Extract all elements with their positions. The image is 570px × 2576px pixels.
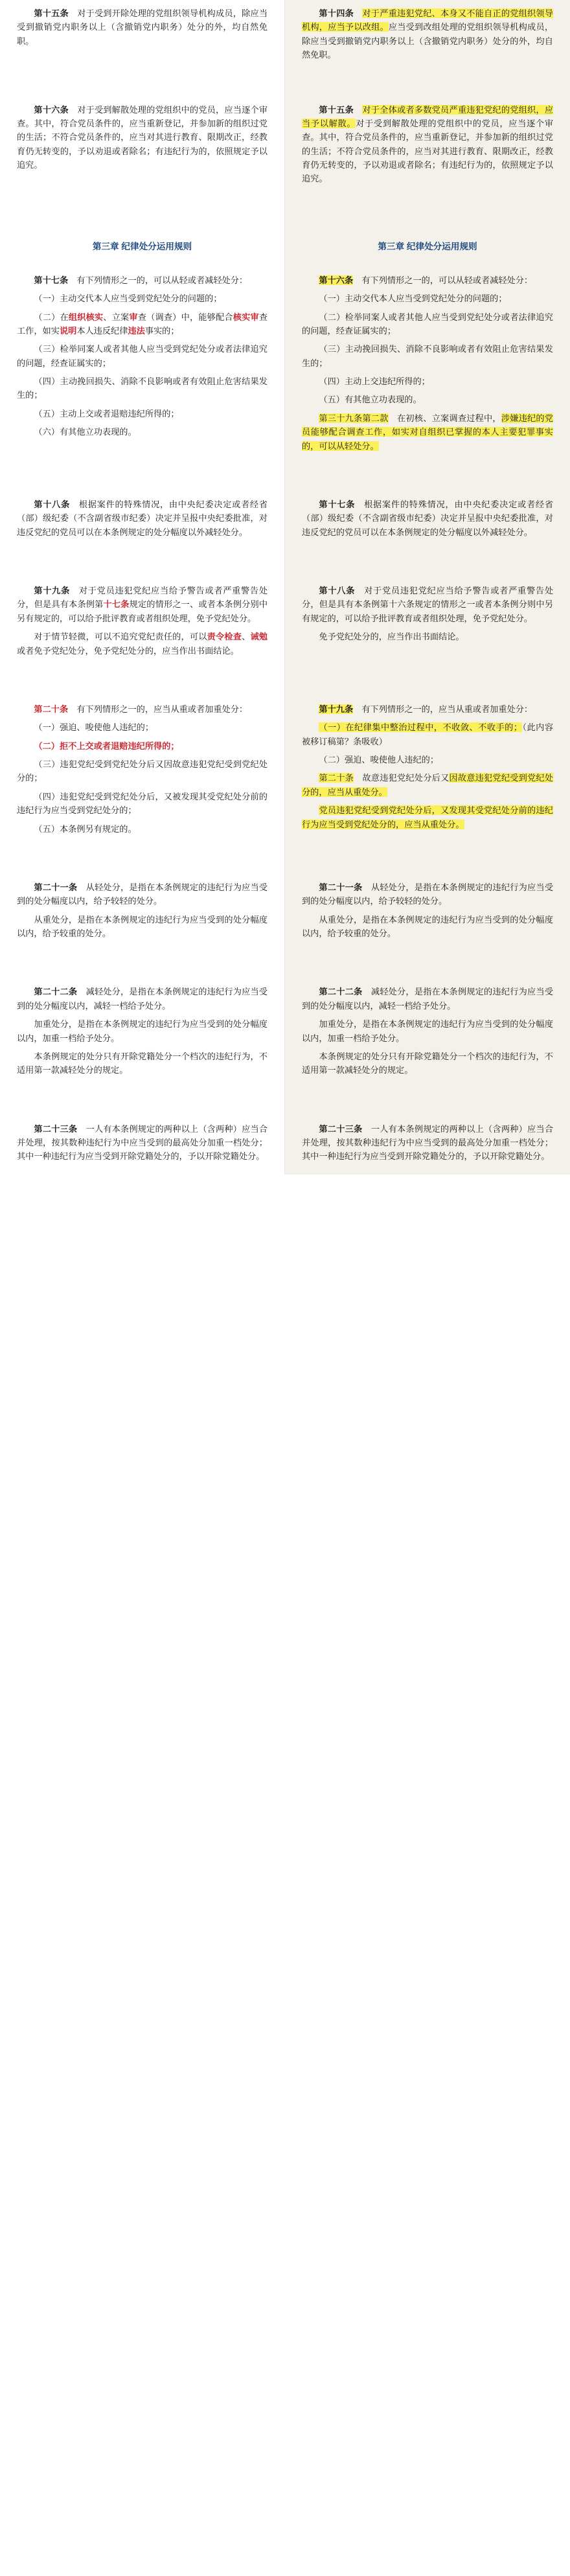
gap-right xyxy=(285,197,570,224)
comparison-row xyxy=(0,491,570,550)
old-version-cell xyxy=(0,97,285,197)
comparison-row xyxy=(0,97,570,197)
comparison-row xyxy=(0,267,570,464)
gap-left xyxy=(0,1088,285,1116)
gap-left xyxy=(0,669,285,696)
article-item: （一）主动交代本人应当受到党纪处分的问题的； xyxy=(319,293,507,304)
gap-right xyxy=(285,669,570,696)
article-item: （五）本条例另有规定的。 xyxy=(34,823,137,834)
article-paragraph xyxy=(302,498,553,539)
article-item: （一）在纪律集中整治过程中，不收敛、不收手的；（此内容被移订稿第？条吸收） xyxy=(302,722,554,746)
article-item: （四）主动上交违纪所得的； xyxy=(319,376,430,387)
article-text: 对于受到开除处理的党组织领导机构成员，除应当受到撤销党内职务以上（含撤销党内职务）处分的外，均自然免职。 xyxy=(17,8,268,46)
article-paragraph: 免予党纪处分的，应当作出书面结论。 xyxy=(319,632,464,642)
article-paragraph xyxy=(302,103,553,186)
gap-right xyxy=(285,951,570,978)
gap-right xyxy=(285,1088,570,1116)
revised-text-highlight: 对于全体或者多数党员严重违犯党纪的党组织，应当予以解散。 xyxy=(302,104,554,128)
row-gap xyxy=(0,464,570,491)
article-item: （二）在组织核实、立案审查（调查）中，能够配合核实审查工作，如实说明本人违反纪律违法事实的； xyxy=(17,312,268,336)
gap-right xyxy=(285,550,570,577)
article-item: （二）拒不上交或者退赔违纪所得的； xyxy=(34,741,179,751)
article-number: 第十八条 xyxy=(34,499,70,509)
article-item: （三）检举同案人或者其他人应当受到党纪处分或者法律追究的问题，经查证属实的； xyxy=(17,344,268,368)
row-gap xyxy=(0,1088,570,1116)
gap-left xyxy=(0,951,285,978)
old-version-cell xyxy=(0,577,285,669)
article-item: （五）主动上交或者退赔违纪所得的； xyxy=(34,408,179,419)
article-number: 第二十二条 xyxy=(319,987,363,997)
article-text: 减轻处分，是指在本条例规定的违纪行为应当受到的处分幅度以内，减轻一档给予处分。 xyxy=(302,987,554,1011)
article-item: （二）检举同案人或者其他人应当受到党纪处分或者法律追究的问题，经查证属实的； xyxy=(302,312,553,336)
revision-emphasis: 组织核实 xyxy=(68,312,104,322)
article-text: 对于党员违犯党纪应当给予警告或者严重警告处分，但是具有本条例第十六条规定的情形之一或者本条例分则中另有规定的，可以给予批评教育或者组织处理，免予党纪处分。 xyxy=(302,586,554,623)
revised-text-highlight: 第三十九条第二款 xyxy=(319,413,389,423)
new-version-cell xyxy=(285,97,570,197)
article-paragraph: 第二十条 故意违犯党纪处分后又因故意违犯党纪受到党纪处分的，应当从重处分。 xyxy=(302,773,554,797)
old-version-cell xyxy=(0,978,285,1088)
gap-left xyxy=(0,197,285,224)
article-paragraph xyxy=(17,273,268,287)
gap-left xyxy=(0,847,285,874)
article-number: 第十九条 xyxy=(34,586,70,596)
article-item: （五）有其他立功表现的。 xyxy=(319,395,422,405)
revision-emphasis: 核实审 xyxy=(233,312,259,322)
comparison-row xyxy=(0,874,570,952)
revised-text-highlight: 涉嫌违纪的党员能够配合调查工作，如实对自组织已掌握的本人主要犯罪事实的， xyxy=(302,413,554,451)
gap-left xyxy=(0,464,285,491)
comparison-row xyxy=(0,696,570,847)
article-text: 减轻处分，是指在本条例规定的违纪行为应当受到的处分幅度以内，减轻一档给予处分。 xyxy=(17,987,268,1011)
article-paragraph: 第十九条 对于党员违犯党纪应当给予警告或者严重警告处分，但是具有本条例第十七条规定的情形之一、或者本条例分别中另有规定的，可以给予批评教育或者组织处理，免予党纪处分。 xyxy=(17,586,268,623)
article-text: 对于受到解散处理的党组织中的党员，应当逐个审查。其中，符合党员条件的，应当重新登记，并参加新的组织过党的生活；不符合党员条件的，应当对其进行教育、限期改正，经教育仍无转变的，予以劝退或者除名；有违纪行为的，依照规定予以追究。 xyxy=(17,104,268,170)
article-number: 第十八条 xyxy=(319,586,356,596)
old-version-cell xyxy=(0,224,285,267)
article-text: 有下列情形之一的，应当从重或者加重处分： xyxy=(76,704,248,714)
article-paragraph: 第三十九条第二款 在初核、立案调查过程中，涉嫌违纪的党员能够配合调查工作，如实对自组织已掌握的本人主要犯罪事实的，可以从轻处分。 xyxy=(302,413,554,451)
article-paragraph xyxy=(302,702,553,716)
article-text: 有下列情形之一的，可以从轻或者减轻处分： xyxy=(361,275,533,285)
article-number: 第二十二条 xyxy=(34,987,78,997)
chapter-row xyxy=(0,224,570,267)
article-paragraph xyxy=(302,273,553,287)
new-version-cell xyxy=(285,1116,570,1175)
article-paragraph: 本条例规定的处分只有开除党籍处分一个档次的违纪行为，不适用第一款减轻处分的规定。 xyxy=(302,1051,553,1075)
article-paragraph xyxy=(17,103,268,172)
gap-left xyxy=(0,73,285,97)
new-version-cell xyxy=(285,978,570,1088)
old-version-cell xyxy=(0,491,285,550)
article-number: 第二十三条 xyxy=(34,1123,78,1134)
article-item: （一）主动交代本人应当受到党纪处分的问题的； xyxy=(34,293,222,304)
article-number: 第十九条 xyxy=(319,704,354,714)
revised-text-highlight: 对于严重违犯党纪、本身又不能自正的党组织领导机构，应当予以改组。 xyxy=(302,8,554,32)
revised-text-highlight: 党员违犯党纪受到党纪处分后，又发现其受党纪处分前的违纪行为应当受到党纪处分的， xyxy=(302,805,553,829)
chapter-heading: 第三章 纪律处分运用规则 xyxy=(378,241,477,251)
article-text: 一人有本条例规定的两种以上（含两种）应当合并处理，按其数种违纪行为中应当受到的最高处分加重一档处分；其中一种违纪行为应当受到开除党籍处分的，予以开除党籍处分。 xyxy=(17,1123,268,1162)
article-text: 一人有本条例规定的两种以上（含两种）应当合并处理，按其数种违纪行为中应当受到的最高处分加重一档处分；其中一种违纪行为应当受到开除党籍处分的，予以开除党籍处分。 xyxy=(302,1123,554,1162)
chapter-heading: 第三章 纪律处分运用规则 xyxy=(92,241,192,251)
article-text: 对于受到解散处理的党组织中的党员，应当逐个审查。其中，符合党员条件的，应当重新登记，并参加新的组织过党的生活；不符合党员条件的，应当对其进行教育、限期改正，经教育仍无转变的，予以劝退或者除名；有违纪行为的，依照规定予以追究。 xyxy=(302,118,554,184)
article-text: 从轻处分，是指在本条例规定的违纪行为应当受到的处分幅度以内，给予较轻的处分。 xyxy=(302,882,554,906)
old-version-cell xyxy=(0,0,285,73)
article-number: 第十五条 xyxy=(34,8,69,18)
revision-emphasis: 说明 xyxy=(59,325,77,336)
article-item: （三）违犯党纪受到党纪处分后又因故意违犯党纪受到党纪处分的； xyxy=(17,759,268,783)
article-number: 第二十一条 xyxy=(319,882,363,892)
article-paragraph: 加重处分，是指在本条例规定的违纪行为应当受到的处分幅度以内，加重一档给予处分。 xyxy=(17,1019,268,1043)
new-version-cell xyxy=(285,874,570,952)
revised-text-highlight: 可以从轻处分。 xyxy=(319,441,379,451)
article-text: 有下列情形之一的，应当从重或者加重处分： xyxy=(361,704,533,714)
revision-emphasis: 责令检查 xyxy=(207,632,242,642)
article-text: 有下列情形之一的，可以从轻或者减轻处分： xyxy=(76,275,248,285)
article-paragraph xyxy=(302,6,553,62)
article-paragraph xyxy=(17,498,268,539)
article-text: 根据案件的特殊情况，由中央纪委决定或者经省（部）级纪委（不含副省级市纪委）决定并呈报中央纪委批准，对违反党纪的党员可以在本条例规定的处分幅度以外减轻处分。 xyxy=(302,499,554,537)
old-version-cell xyxy=(0,267,285,464)
revision-emphasis: 诫勉 xyxy=(250,632,268,642)
comparison-row xyxy=(0,577,570,669)
article-text: 根据案件的特殊情况，由中央纪委决定或者经省（部）级纪委（不含副省级市纪委）决定并呈报中央纪委批准，对违反党纪的党员可以在本条例规定的处分幅度以外减轻处分。 xyxy=(17,499,268,537)
article-number: 第十六条 xyxy=(34,104,69,115)
new-version-cell xyxy=(285,696,570,847)
article-paragraph: 从重处分，是指在本条例规定的违纪行为应当受到的处分幅度以内，给予较重的处分。 xyxy=(302,914,553,939)
article-paragraph xyxy=(302,1122,553,1164)
article-paragraph: 从重处分，是指在本条例规定的违纪行为应当受到的处分幅度以内，给予较重的处分。 xyxy=(17,914,268,939)
article-text: 从轻处分，是指在本条例规定的违纪行为应当受到的处分幅度以内，给予较轻的处分。 xyxy=(17,882,268,906)
new-version-cell xyxy=(285,577,570,669)
article-paragraph xyxy=(17,702,268,716)
article-paragraph xyxy=(17,1122,268,1164)
article-paragraph xyxy=(302,985,553,1013)
row-gap xyxy=(0,197,570,224)
revision-emphasis: 违法 xyxy=(128,325,145,336)
article-paragraph xyxy=(17,880,268,908)
revised-text-highlight: 应当从重处分。 xyxy=(404,819,464,829)
article-number: 第十七条 xyxy=(34,275,69,285)
comparison-row xyxy=(0,978,570,1088)
gap-left xyxy=(0,550,285,577)
new-version-cell xyxy=(285,224,570,267)
article-item: （一）强迫、唆使他人违纪的； xyxy=(34,722,154,733)
row-gap xyxy=(0,550,570,577)
row-gap xyxy=(0,847,570,874)
article-paragraph xyxy=(302,880,553,908)
article-number: 第二十一条 xyxy=(34,882,78,892)
article-number: 第十五条 xyxy=(319,104,354,115)
article-number: 第十七条 xyxy=(319,499,356,509)
article-paragraph: 对于情节轻微，可以不追究党纪责任的，可以责令检查、诫勉或者免予党纪处分，免予党纪处分的，应当作出书面结论。 xyxy=(17,632,268,656)
old-version-cell xyxy=(0,1116,285,1175)
article-item: （三）主动挽回损失、消除不良影响或者有效阻止危害结果发生的； xyxy=(302,344,553,368)
comparison-document xyxy=(0,0,570,1175)
revision-emphasis: 十七条 xyxy=(103,599,130,610)
comparison-row xyxy=(0,0,570,73)
row-gap xyxy=(0,951,570,978)
new-version-cell xyxy=(285,491,570,550)
gap-right xyxy=(285,847,570,874)
article-item: （四）违犯党纪受到党纪处分后，又被发现其受党纪处分前的违纪行为应当受到党纪处分的； xyxy=(17,791,268,816)
article-paragraph xyxy=(17,6,268,48)
article-item: （四）主动挽回损失、消除不良影响或者有效阻止危害结果发生的； xyxy=(17,376,268,400)
old-version-cell xyxy=(0,874,285,952)
article-text: 应当受到改组处理的党组织领导机构成员，除应当受到撤销党内职务以上（含撤销党内职务）处分的外，均自然免职。 xyxy=(302,22,554,60)
new-version-cell xyxy=(285,0,570,73)
article-item: （二）强迫、唆使他人违纪的； xyxy=(319,755,439,765)
article-paragraph: 加重处分，是指在本条例规定的违纪行为应当受到的处分幅度以内，加重一档给予处分。 xyxy=(302,1019,553,1043)
article-number: 第十四条 xyxy=(319,8,354,18)
gap-right xyxy=(285,73,570,97)
article-number: 第二十三条 xyxy=(319,1123,363,1134)
revision-emphasis: 审 xyxy=(129,312,138,322)
article-paragraph xyxy=(17,985,268,1013)
gap-right xyxy=(285,464,570,491)
article-paragraph: 本条例规定的处分只有开除党籍处分一个档次的违纪行为，不适用第一款减轻处分的规定。 xyxy=(17,1051,268,1075)
article-paragraph xyxy=(302,803,553,831)
old-version-cell xyxy=(0,696,285,847)
row-gap xyxy=(0,73,570,97)
revised-text-highlight: 第二十条 xyxy=(319,773,354,783)
comparison-row xyxy=(0,1116,570,1175)
article-paragraph xyxy=(302,584,553,625)
new-version-cell xyxy=(285,267,570,464)
article-number: 第十六条 xyxy=(319,275,354,285)
revised-text-highlight: 因故意违犯党纪受到党纪处分的， xyxy=(302,773,554,797)
article-item: （六）有其他立功表现的。 xyxy=(34,427,137,437)
revised-text-highlight: （一）在纪律集中整治过程中，不收敛、不收手的； xyxy=(319,722,522,733)
row-gap xyxy=(0,669,570,696)
revised-text-highlight: 应当从重处分。 xyxy=(327,787,387,797)
article-number: 第二十条 xyxy=(34,704,69,714)
